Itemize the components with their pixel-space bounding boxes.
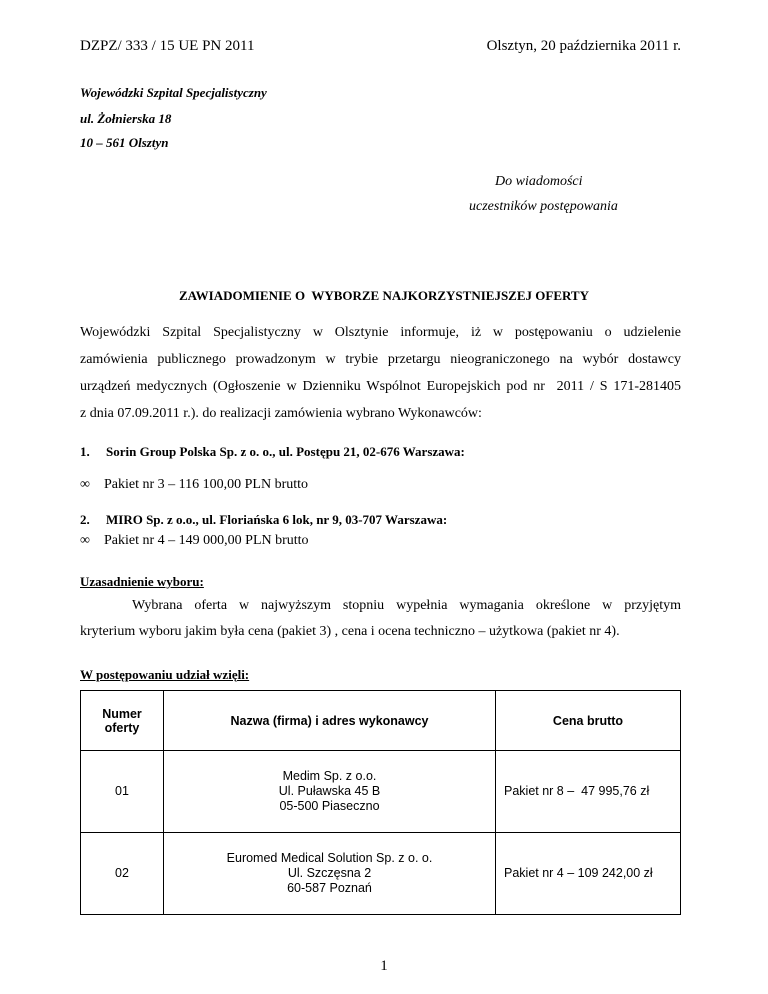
participants-table [80, 690, 681, 915]
place-and-date: Olsztyn, 20 października 2011 r. [486, 38, 681, 54]
table-header-row [81, 691, 681, 751]
contractor-street: Ul. Szczęsna 2 [287, 866, 372, 880]
intro-line-4: z dnia 07.09.2011 r.). do realizacji zamówienia wybrano Wykonawców: [80, 406, 482, 421]
column-header-price: Cena brutto [496, 691, 681, 751]
bullet-infinity-icon: ∞ [80, 533, 90, 548]
winner-2-number: 2. [80, 512, 90, 527]
offer-contractor [164, 751, 496, 833]
sender-street: ul. Żołnierska 18 [80, 111, 172, 126]
winner-2-name: MIRO Sp. z o.o., ul. Floriańska 6 lok, nr 9, 03-707 Warszawa: [106, 512, 448, 527]
column-header-number-line-1: Numer [102, 706, 142, 721]
contractor-name: Euromed Medical Solution Sp. z o. o. [226, 851, 433, 865]
sender-city: 10 – 561 Olsztyn [80, 135, 169, 150]
document-reference: DZPZ/ 333 / 15 UE PN 2011 [80, 38, 255, 54]
contractor-city: 05-500 Piaseczno [279, 799, 380, 813]
table-row [81, 833, 681, 915]
winner-2-package [80, 533, 309, 549]
column-header-number-line-2: oferty [104, 720, 140, 735]
intro-line-3: urządzeń medycznych (Ogłoszenie w Dzienniku Wspólnot Europejskich pod nr 2011 / S 171-281405 [80, 379, 681, 394]
justification-line-2: kryterium wyboru jakim była cena (pakiet 3) , cena i ocena techniczno – użytkowa (pakiet nr 4). [80, 624, 620, 639]
sender-name: Wojewódzki Szpital Specjalistyczny [80, 85, 267, 100]
intro-line-1: Wojewódzki Szpital Specjalistyczny w Olsztynie informuje, iż w postępowaniu o udzielenie [80, 325, 681, 340]
offer-number: 02 [81, 833, 164, 915]
winner-1-package-text: Pakiet nr 3 – 116 100,00 PLN brutto [104, 477, 309, 492]
winner-2-package-text: Pakiet nr 4 – 149 000,00 PLN brutto [104, 533, 309, 548]
offer-contractor [164, 833, 496, 915]
recipient-line-1: Do wiadomości [495, 174, 583, 189]
page-number: 1 [380, 958, 388, 974]
winner-1-number: 1. [80, 444, 90, 459]
participants-heading: W postępowaniu udział wzięli: [80, 667, 250, 682]
winner-1-package [80, 477, 308, 493]
contractor-name: Medim Sp. z o.o. [282, 769, 377, 783]
table-row [81, 751, 681, 833]
offer-price: Pakiet nr 8 – 47 995,76 zł [496, 751, 681, 833]
intro-paragraph [80, 319, 681, 427]
intro-line-2: zamówienia publicznego prowadzonym w trybie przetargu nieograniczonego na wybór dostawcy [80, 352, 681, 367]
offer-number: 01 [81, 751, 164, 833]
column-header-number [81, 691, 164, 751]
justification-line-1: Wybrana oferta w najwyższym stopniu wypełnia wymagania określone w przyjętym [132, 598, 681, 613]
recipient-line-2: uczestników postępowania [469, 199, 618, 214]
bullet-infinity-icon: ∞ [80, 477, 90, 492]
winner-1-name: Sorin Group Polska Sp. z o. o., ul. Postępu 21, 02-676 Warszawa: [106, 444, 465, 459]
offer-price: Pakiet nr 4 – 109 242,00 zł [496, 833, 681, 915]
page-title: ZAWIADOMIENIE O WYBORZE NAJKORZYSTNIEJSZEJ OFERTY [179, 288, 589, 303]
contractor-street: Ul. Puławska 45 B [278, 784, 381, 798]
justification-heading: Uzasadnienie wyboru: [80, 574, 204, 589]
column-header-name: Nazwa (firma) i adres wykonawcy [164, 691, 496, 751]
contractor-city: 60-587 Poznań [287, 881, 372, 895]
winner-1 [80, 444, 465, 460]
winner-2 [80, 512, 447, 528]
